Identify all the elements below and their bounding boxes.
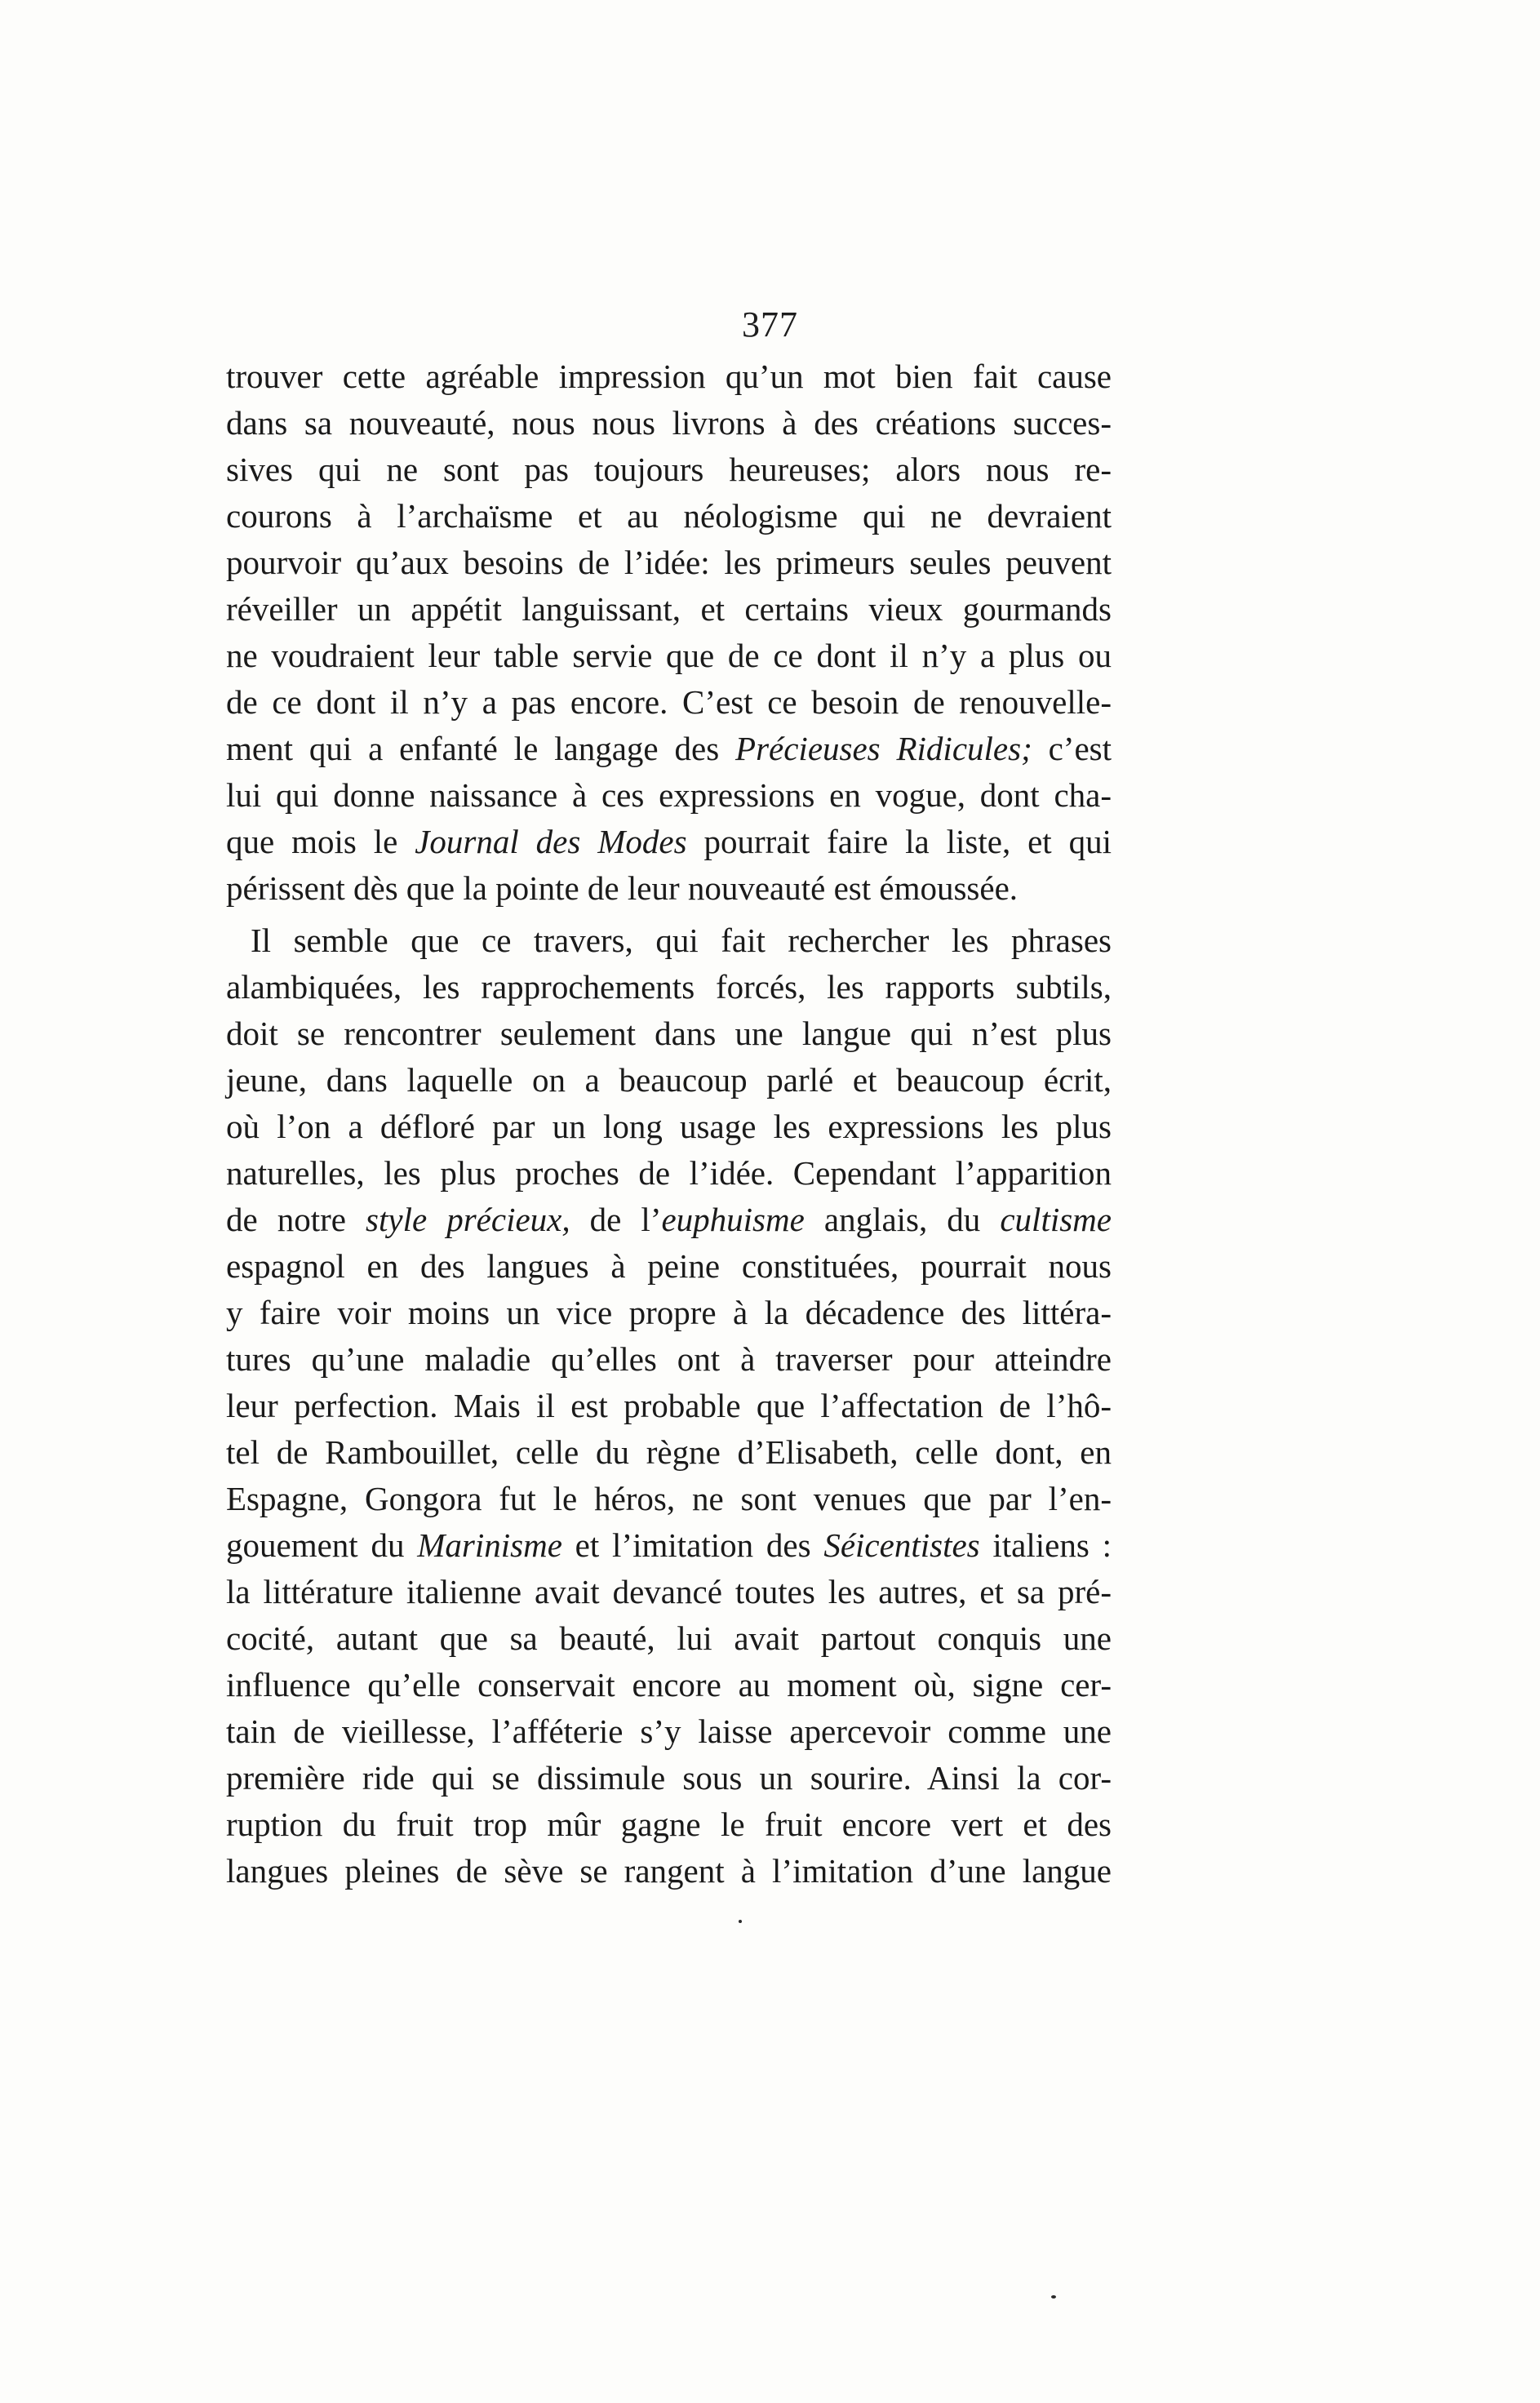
text-line <box>226 1243 1112 1290</box>
text-line <box>226 1662 1112 1708</box>
text-run: pourvoir qu’aux besoins de l’idée: les primeurs seules peuvent <box>226 544 1112 581</box>
text-line <box>226 446 1112 493</box>
ink-speck <box>1051 2295 1056 2299</box>
text-line <box>226 1104 1112 1150</box>
text-run: courons à l’archaïsme et au néologisme qui ne devraient <box>226 497 1112 535</box>
text-run: naturelles, les plus proches de l’idée. Cependant l’apparition <box>226 1154 1112 1192</box>
text-line <box>226 540 1112 586</box>
text-line <box>226 819 1112 865</box>
text-run: que mois le <box>226 823 415 860</box>
text-line <box>226 964 1112 1011</box>
text-line <box>226 1755 1112 1801</box>
text-run: alambiquées, les rapprochements forcés, les rapports subtils, <box>226 968 1112 1006</box>
text-run: ruption du fruit trop mûr gagne le fruit encore vert et des <box>226 1806 1112 1843</box>
text-line <box>226 1429 1112 1476</box>
italic-text: euphuisme <box>661 1201 805 1238</box>
paragraph-gap <box>226 912 1112 917</box>
text-run: langues pleines de sève se rangent à l’imitation d’une langue <box>226 1852 1112 1890</box>
text-run: ne voudraient leur table servie que de ce dont il n’y a plus ou <box>226 637 1112 674</box>
text-run: pourrait faire la liste, et qui <box>686 823 1112 860</box>
text-line <box>226 1476 1112 1522</box>
text-run: influence qu’elle conservait encore au moment où, signe cer- <box>226 1666 1112 1703</box>
text-run: c’est <box>1032 730 1112 767</box>
text-line <box>226 1383 1112 1429</box>
text-run: Espagne, Gongora fut le héros, ne sont venues que par l’en- <box>226 1480 1112 1517</box>
text-run: tel de Rambouillet, celle du règne d’Elisabeth, celle dont, en <box>226 1433 1112 1471</box>
text-run: périssent dès que la pointe de leur nouveauté est émoussée. <box>226 869 1019 907</box>
text-line <box>226 1057 1112 1104</box>
italic-text: Marinisme <box>417 1526 562 1564</box>
text-line <box>226 1290 1112 1336</box>
text-run: gouement du <box>226 1526 418 1564</box>
text-run: espagnol en des langues à peine constituées, pourrait nous <box>226 1247 1112 1285</box>
text-line <box>226 1150 1112 1197</box>
text-run: première ride qui se dissimule sous un sourire. Ainsi la cor- <box>226 1759 1112 1797</box>
text-run: de l’ <box>570 1201 662 1238</box>
ink-speck <box>739 1920 742 1923</box>
text-line <box>226 353 1112 400</box>
text-line <box>226 1615 1112 1662</box>
text-line <box>226 1197 1112 1243</box>
text-run: de ce dont il n’y a pas encore. C’est ce besoin de renouvelle- <box>226 683 1112 721</box>
text-run: Il semble que ce travers, qui fait rechercher les phrases <box>251 922 1112 959</box>
text-line <box>226 679 1112 726</box>
text-run: lui qui donne naissance à ces expressions en vogue, dont cha- <box>226 776 1112 814</box>
paragraph <box>226 353 1112 912</box>
text-run: tain de vieillesse, l’afféterie s’y laisse apercevoir comme une <box>226 1712 1112 1750</box>
text-run: tures qu’une maladie qu’elles ont à traverser pour atteindre <box>226 1340 1112 1378</box>
italic-text: cultisme <box>1000 1201 1112 1238</box>
text-line <box>226 865 1112 912</box>
text-line <box>226 1569 1112 1615</box>
italic-text: style précieux, <box>366 1201 570 1238</box>
text-run: leur perfection. Mais il est probable que l’affectation de l’hô- <box>226 1387 1112 1424</box>
page-number: 377 <box>742 304 798 344</box>
text-run: anglais, du <box>804 1201 1001 1238</box>
text-line <box>226 1336 1112 1383</box>
text-run: italiens : <box>979 1526 1112 1564</box>
text-run: trouver cette agréable impression qu’un mot bien fait cause <box>226 358 1112 395</box>
text-line <box>226 726 1112 772</box>
text-line <box>226 586 1112 633</box>
paragraph <box>226 917 1112 1894</box>
text-line <box>226 1708 1112 1755</box>
text-run: où l’on a défloré par un long usage les expressions les plus <box>226 1108 1112 1145</box>
text-run: réveiller un appétit languissant, et certains vieux gourmands <box>226 590 1112 628</box>
text-line <box>226 772 1112 819</box>
text-run: sives qui ne sont pas toujours heureuses; alors nous re- <box>226 451 1112 488</box>
italic-text: Journal des Modes <box>415 823 687 860</box>
text-run: et l’imitation des <box>561 1526 824 1564</box>
text-run: ment qui a enfanté le langage des <box>226 730 736 767</box>
text-line <box>226 400 1112 446</box>
text-line <box>226 1801 1112 1848</box>
text-line <box>226 1522 1112 1569</box>
body-text <box>226 353 1112 1894</box>
text-run: jeune, dans laquelle on a beaucoup parlé et beaucoup écrit, <box>226 1061 1112 1099</box>
text-run: de notre <box>226 1201 366 1238</box>
text-line <box>226 1848 1112 1894</box>
text-run: cocité, autant que sa beauté, lui avait partout conquis une <box>226 1619 1112 1657</box>
text-line <box>226 917 1112 964</box>
italic-text: Précieuses Ridicules; <box>735 730 1032 767</box>
text-run: dans sa nouveauté, nous nous livrons à des créations succes- <box>226 404 1112 442</box>
text-run: la littérature italienne avait devancé toutes les autres, et sa pré- <box>226 1573 1112 1610</box>
text-line <box>226 493 1112 540</box>
text-run: doit se rencontrer seulement dans une langue qui n’est plus <box>226 1015 1112 1052</box>
italic-text: Séicentistes <box>823 1526 980 1564</box>
text-line <box>226 1011 1112 1057</box>
text-run: y faire voir moins un vice propre à la décadence des littéra- <box>226 1294 1112 1331</box>
text-line <box>226 633 1112 679</box>
